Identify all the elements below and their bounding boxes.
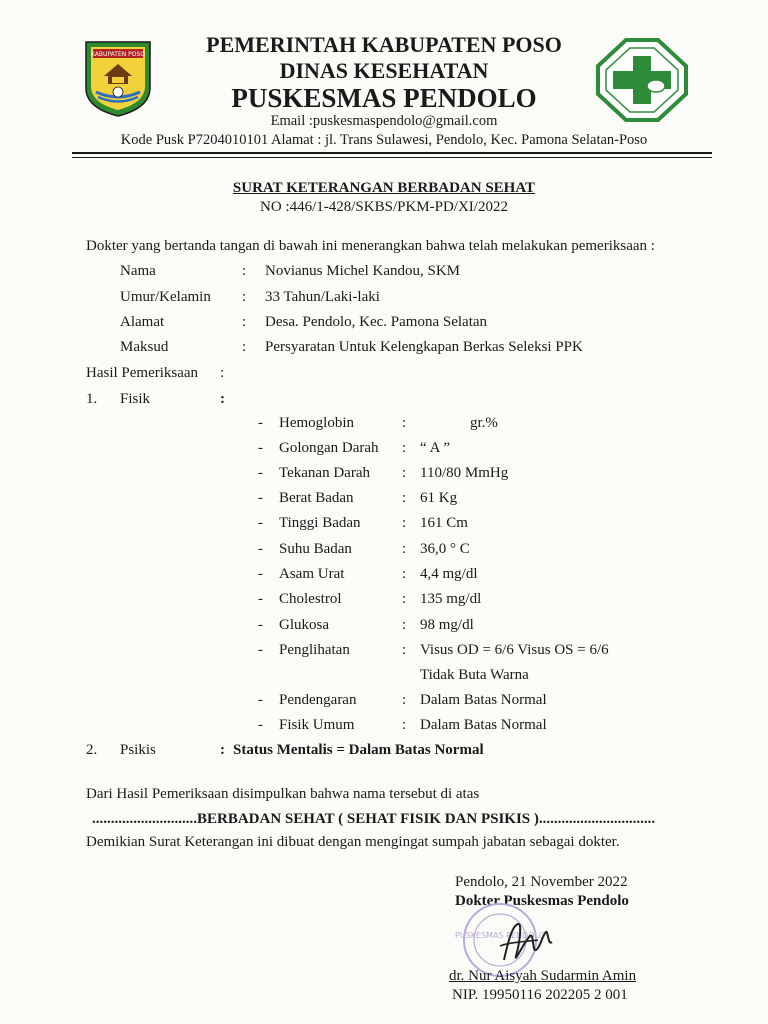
identity-value-nama: Novianus Michel Kandou, SKM (265, 263, 460, 279)
exam-colon: : (402, 642, 407, 658)
exam-value-pendengaran: Dalam Batas Normal (420, 692, 547, 708)
header-divider-thick (72, 152, 712, 154)
exam-value-asam-urat: 4,4 mg/dl (420, 566, 478, 582)
identity-value-maksud: Persyaratan Untuk Kelengkapan Berkas Seleksi PPK (265, 339, 583, 355)
header-department: DINAS KESEHATAN (279, 58, 489, 83)
exam-value-glukosa: 98 mg/dl (420, 617, 474, 633)
psikis-colon: : (220, 742, 225, 758)
identity-label-nama: Nama (120, 263, 156, 279)
header-government: PEMERINTAH KABUPATEN POSO (206, 32, 562, 57)
exam-bullet: - (258, 642, 263, 658)
fisik-number: 1. (86, 391, 98, 407)
exam-bullet: - (258, 415, 263, 431)
exam-bullet: - (258, 617, 263, 633)
exam-label-golongan-darah: Golongan Darah (279, 440, 379, 456)
exam-bullet: - (258, 566, 263, 582)
psikis-label: Psikis (120, 742, 156, 758)
exam-value-golongan-darah: “ A ” (420, 440, 450, 456)
conclusion-statement: ............................BERBADAN SEHAT ( SEHAT FISIK DAN PSIKIS )............................... (92, 811, 656, 827)
exam-colon: : (402, 566, 407, 582)
document-number: NO :446/1-428/SKBS/PKM-PD/XI/2022 (260, 199, 508, 215)
exam-value-fisik-umum: Dalam Batas Normal (420, 717, 547, 733)
closing-paragraph: Demikian Surat Keterangan ini dibuat dengan mengingat sumpah jabatan sebagai dokter. (86, 834, 620, 850)
exam-value-penglihatan: Visus OD = 6/6 Visus OS = 6/6 (420, 642, 609, 658)
fisik-label: Fisik (120, 391, 151, 407)
header-institution: PUSKESMAS PENDOLO (231, 83, 537, 113)
identity-label-alamat: Alamat (120, 314, 165, 330)
exam-value-hemoglobin: gr.% (470, 415, 498, 431)
exam-value-tekanan-darah: 110/80 MmHg (420, 465, 509, 481)
exam-colon: : (402, 515, 407, 531)
exam-label-suhu-badan: Suhu Badan (279, 541, 352, 557)
exam-value-penglihatan-2: Tidak Buta Warna (420, 667, 529, 683)
exam-bullet: - (258, 717, 263, 733)
exam-bullet: - (258, 490, 263, 506)
signer-name: dr. Nur Aisyah Sudarmin Amin (449, 968, 637, 984)
svg-text:PUSKESMAS PENDOLO: PUSKESMAS PENDOLO (455, 931, 545, 940)
psikis-number: 2. (86, 742, 98, 758)
exam-bullet: - (258, 440, 263, 456)
exam-bullet: - (258, 591, 263, 607)
exam-bullet: - (258, 692, 263, 708)
exam-colon: : (402, 541, 407, 557)
exam-label-pendengaran: Pendengaran (279, 692, 357, 708)
exam-bullet: - (258, 515, 263, 531)
conclusion-intro: Dari Hasil Pemeriksaan disimpulkan bahwa nama tersebut di atas (86, 786, 480, 802)
identity-value-umur: 33 Tahun/Laki-laki (265, 289, 380, 305)
exam-label-fisik-umum: Fisik Umum (279, 717, 355, 733)
exam-colon: : (402, 440, 407, 456)
fisik-colon: : (220, 391, 225, 407)
identity-colon: : (242, 289, 247, 305)
exam-colon: : (402, 465, 407, 481)
exam-label-berat-badan: Berat Badan (279, 490, 354, 506)
signer-title: Dokter Puskesmas Pendolo (455, 893, 629, 909)
handwritten-signature (490, 912, 560, 972)
hasil-colon: : (220, 365, 225, 381)
exam-label-cholestrol: Cholestrol (279, 591, 342, 607)
exam-colon: : (402, 415, 407, 431)
exam-colon: : (402, 617, 407, 633)
identity-colon: : (242, 263, 247, 279)
hasil-pemeriksaan-label: Hasil Pemeriksaan (86, 365, 199, 381)
identity-label-umur: Umur/Kelamin (120, 289, 211, 305)
exam-bullet: - (258, 541, 263, 557)
identity-value-alamat: Desa. Pendolo, Kec. Pamona Selatan (265, 314, 488, 330)
exam-value-cholestrol: 135 mg/dl (420, 591, 482, 607)
exam-value-berat-badan: 61 Kg (420, 490, 458, 506)
header-address: Kode Pusk P7204010101 Alamat : jl. Trans Sulawesi, Pendolo, Kec. Pamona Selatan-Poso (120, 132, 648, 148)
document-title: SURAT KETERANGAN BERBADAN SEHAT (232, 180, 536, 196)
svg-text:KABUPATEN POSO: KABUPATEN POSO (90, 51, 146, 58)
exam-colon: : (402, 692, 407, 708)
place-date: Pendolo, 21 November 2022 (455, 874, 628, 890)
exam-colon: : (402, 717, 407, 733)
psikis-value: Status Mentalis = Dalam Batas Normal (233, 742, 484, 758)
exam-label-penglihatan: Penglihatan (279, 642, 350, 658)
exam-value-suhu-badan: 36,0 ° C (420, 541, 470, 557)
exam-value-tinggi-badan: 161 Cm (420, 515, 468, 531)
exam-colon: : (402, 591, 407, 607)
signer-nip: NIP. 19950116 202205 2 001 (452, 987, 628, 1003)
exam-label-asam-urat: Asam Urat (279, 566, 345, 582)
identity-colon: : (242, 314, 247, 330)
identity-label-maksud: Maksud (120, 339, 169, 355)
identity-colon: : (242, 339, 247, 355)
exam-label-tinggi-badan: Tinggi Badan (279, 515, 361, 531)
intro-paragraph: Dokter yang bertanda tangan di bawah ini menerangkan bahwa telah melakukan pemeriksaan : (86, 238, 655, 254)
exam-colon: : (402, 490, 407, 506)
header-divider-thin (72, 157, 712, 158)
exam-label-tekanan-darah: Tekanan Darah (279, 465, 370, 481)
exam-bullet: - (258, 465, 263, 481)
exam-label-glukosa: Glukosa (279, 617, 329, 633)
exam-label-hemoglobin: Hemoglobin (279, 415, 354, 431)
header-email: Email :puskesmaspendolo@gmail.com (270, 113, 498, 129)
